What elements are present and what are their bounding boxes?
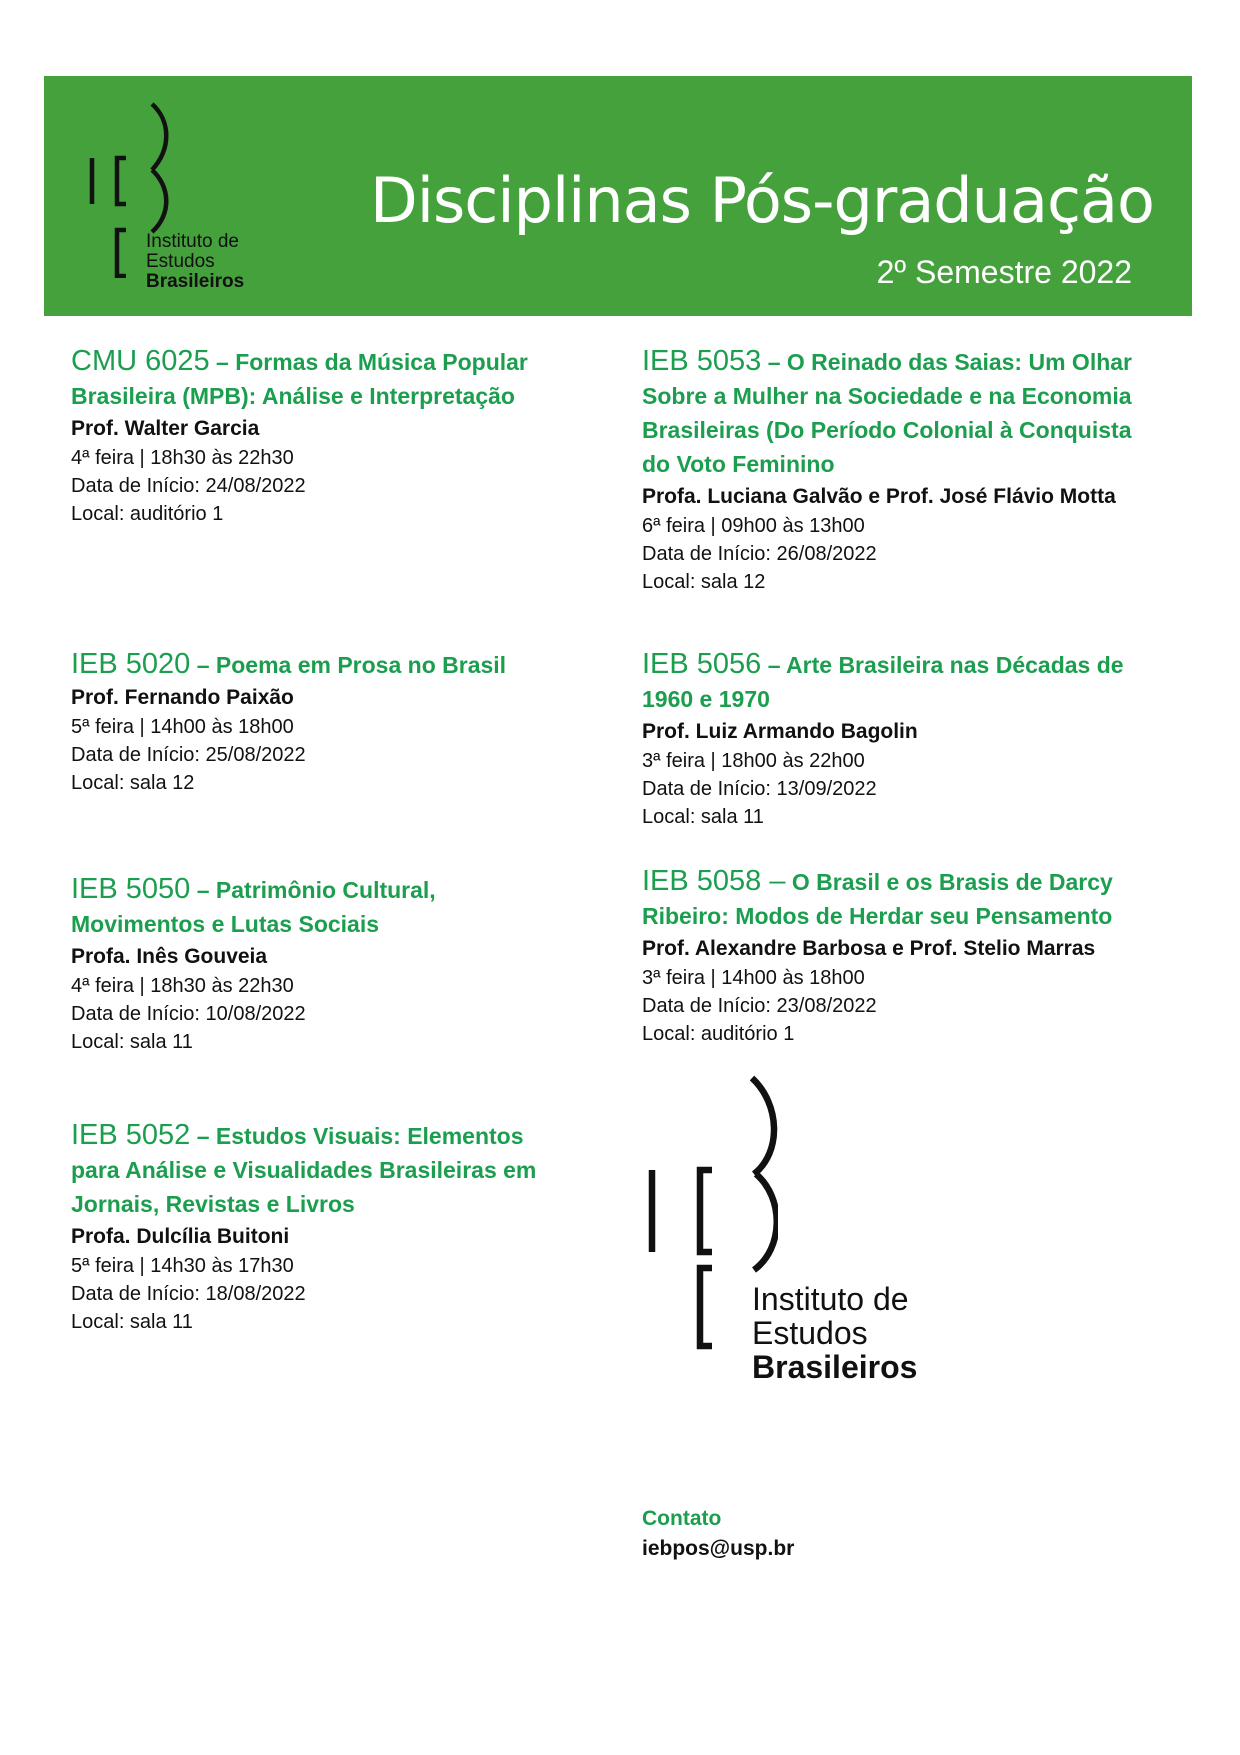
course-code: IEB 5052 bbox=[71, 1119, 191, 1151]
course-code: IEB 5020 bbox=[71, 648, 191, 680]
course-start-date: Data de Início: 18/08/2022 bbox=[71, 1283, 306, 1305]
course-start-date: Data de Início: 24/08/2022 bbox=[71, 475, 306, 497]
logo-line-2: Estudos bbox=[146, 251, 215, 273]
logo-line-1: Instituto de bbox=[752, 1281, 909, 1317]
course-title: – Patrimônio Cultural, Movimentos e Lutas Sociais bbox=[71, 877, 436, 937]
course-code: IEB 5056 bbox=[642, 648, 762, 680]
course-location: Local: sala 11 bbox=[642, 806, 764, 828]
course-heading bbox=[642, 647, 1142, 716]
course-title: O Brasil e os Brasis de Darcy Ribeiro: Modos de Herdar seu Pensamento bbox=[642, 869, 1113, 929]
course-heading bbox=[71, 647, 571, 682]
course-professor: Profa. Luciana Galvão e Prof. José Flávio Motta bbox=[642, 485, 1116, 508]
course-start-date: Data de Início: 10/08/2022 bbox=[71, 1003, 306, 1025]
course-location: Local: sala 12 bbox=[71, 772, 195, 794]
course-professor: Prof. Walter Garcia bbox=[71, 417, 260, 440]
header-banner bbox=[44, 76, 1192, 316]
course-start-date: Data de Início: 13/09/2022 bbox=[642, 778, 877, 800]
course-title: – Formas da Música Popular Brasileira (MPB): Análise e Interpretação bbox=[71, 349, 528, 409]
course-code: IEB 5050 bbox=[71, 873, 191, 905]
logo-line-2: Estudos bbox=[752, 1314, 868, 1351]
course-ieb-5053 bbox=[642, 344, 1142, 596]
logo-text-large bbox=[752, 1283, 917, 1385]
course-schedule: 6ª feira | 09h00 às 13h00 bbox=[642, 515, 865, 537]
course-schedule: 5ª feira | 14h30 às 17h30 bbox=[71, 1255, 294, 1277]
course-location: Local: sala 11 bbox=[71, 1031, 193, 1053]
course-ieb-5056 bbox=[642, 647, 1142, 831]
course-cmu-6025 bbox=[71, 344, 571, 528]
logo-line-3: Brasileiros bbox=[752, 1348, 918, 1385]
course-schedule: 3ª feira | 14h00 às 18h00 bbox=[642, 967, 865, 989]
logo-line-3: Brasileiros bbox=[146, 271, 245, 293]
course-heading bbox=[71, 1118, 571, 1221]
course-ieb-5020 bbox=[71, 647, 571, 797]
course-code: IEB 5053 bbox=[642, 345, 762, 377]
course-professor: Profa. Inês Gouveia bbox=[71, 945, 268, 968]
course-schedule: 5ª feira | 14h00 às 18h00 bbox=[71, 716, 294, 738]
ieb-logo-small bbox=[88, 98, 245, 293]
course-heading bbox=[642, 864, 1142, 933]
course-start-date: Data de Início: 23/08/2022 bbox=[642, 995, 877, 1017]
logo-text-small bbox=[146, 232, 244, 292]
course-heading bbox=[71, 872, 571, 941]
course-code: IEB 5058 – bbox=[642, 865, 786, 897]
course-code: CMU 6025 bbox=[71, 345, 210, 377]
course-schedule: 4ª feira | 18h30 às 22h30 bbox=[71, 975, 294, 997]
contact-block bbox=[642, 1504, 794, 1564]
course-professor: Prof. Luiz Armando Bagolin bbox=[642, 720, 918, 743]
course-start-date: Data de Início: 26/08/2022 bbox=[642, 543, 877, 565]
course-title: – Estudos Visuais: Elementos para Análise e Visualidades Brasileiras em Jornais, Revistas e Livros bbox=[71, 1123, 537, 1217]
course-location: Local: sala 11 bbox=[71, 1311, 193, 1333]
course-schedule: 4ª feira | 18h30 às 22h30 bbox=[71, 447, 294, 469]
page-title: Disciplinas Pós-graduação bbox=[370, 164, 1154, 237]
course-schedule: 3ª feira | 18h00 às 22h00 bbox=[642, 750, 865, 772]
course-ieb-5052 bbox=[71, 1118, 571, 1336]
course-ieb-5058 bbox=[642, 864, 1142, 1048]
logo-line-1: Instituto de bbox=[146, 231, 239, 252]
page-subtitle: 2º Semestre 2022 bbox=[876, 254, 1132, 290]
course-location: Local: auditório 1 bbox=[642, 1023, 795, 1045]
course-ieb-5050 bbox=[71, 872, 571, 1056]
course-start-date: Data de Início: 25/08/2022 bbox=[71, 744, 306, 766]
course-professor: Prof. Fernando Paixão bbox=[71, 686, 294, 709]
course-title: – Arte Brasileira nas Décadas de 1960 e 1970 bbox=[642, 652, 1124, 712]
course-location: Local: sala 12 bbox=[642, 571, 766, 593]
course-location: Local: auditório 1 bbox=[71, 503, 224, 525]
course-heading bbox=[642, 344, 1142, 481]
course-heading bbox=[71, 344, 571, 413]
course-title: – Poema em Prosa no Brasil bbox=[190, 652, 507, 678]
course-title: – O Reinado das Saias: Um Olhar Sobre a Mulher na Sociedade e na Economia Brasileiras (Do Período Colonial à Conquista do Voto Feminino bbox=[642, 349, 1133, 477]
contact-email[interactable]: iebpos@usp.br bbox=[642, 1537, 795, 1560]
ieb-logo-large bbox=[648, 1070, 918, 1385]
course-professor: Profa. Dulcília Buitoni bbox=[71, 1225, 290, 1248]
contact-label: Contato bbox=[642, 1507, 722, 1530]
course-professor: Prof. Alexandre Barbosa e Prof. Stelio Marras bbox=[642, 937, 1096, 960]
